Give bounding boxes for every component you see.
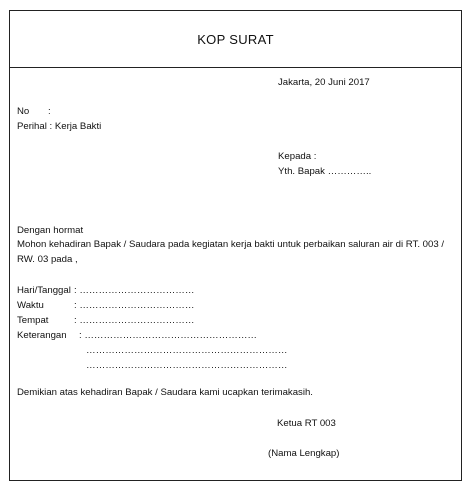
detail-label: Tempat — [17, 315, 49, 326]
detail-label: Hari/Tanggal — [17, 285, 71, 296]
letter-frame — [9, 10, 462, 481]
notes-line-2 — [17, 343, 287, 358]
recipient-name: Yth. Bapak ………….. — [278, 166, 372, 177]
details-block — [17, 283, 287, 373]
detail-row-notes — [17, 328, 287, 343]
recipient-label: Kepada : — [278, 151, 317, 162]
signer-name: (Nama Lengkap) — [268, 448, 340, 459]
letter-number-label: No — [17, 106, 30, 117]
notes-dots: ……………………………………………………… — [86, 345, 288, 356]
detail-label: Keterangan — [17, 330, 67, 341]
detail-label: Waktu — [17, 300, 44, 311]
letterhead: KOP SURAT — [10, 11, 461, 68]
notes-dots: ……………………………………………………… — [86, 360, 288, 371]
body-line-2: RW. 03 pada , — [17, 254, 78, 265]
letter-number-separator: : — [48, 106, 51, 117]
detail-value: : ……………………………… — [74, 315, 195, 326]
notes-line-3 — [17, 358, 287, 373]
detail-value: : ……………………………… — [74, 300, 195, 311]
detail-row-time — [17, 298, 287, 313]
body-line-1: Mohon kehadiran Bapak / Saudara pada kegiatan kerja bakti untuk perbaikan saluran air di RT. 003 / — [17, 239, 445, 250]
detail-row-place — [17, 313, 287, 328]
detail-value: : ……………………………………………… — [79, 330, 258, 341]
subject-line: Perihal : Kerja Bakti — [17, 121, 102, 132]
greeting: Dengan hormat — [17, 225, 84, 236]
detail-value: : ……………………………… — [74, 285, 195, 296]
signer-title: Ketua RT 003 — [277, 418, 336, 429]
place-date: Jakarta, 20 Juni 2017 — [278, 77, 370, 88]
closing-line: Demikian atas kehadiran Bapak / Saudara kami ucapkan terimakasih. — [17, 387, 313, 398]
detail-row-date — [17, 283, 287, 298]
